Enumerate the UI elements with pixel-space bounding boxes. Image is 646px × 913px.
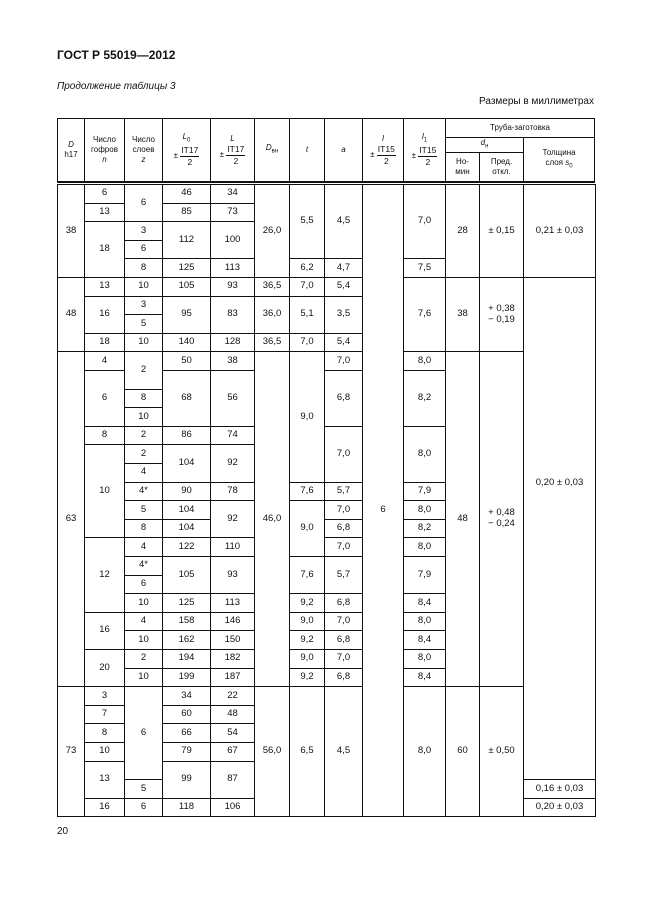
table-cell-l0: 125	[162, 258, 211, 278]
table-cell-l1: 8,0	[403, 649, 446, 669]
table-cell-l: 74	[210, 426, 255, 446]
table-cell-z: 2	[124, 426, 163, 446]
table-cell-l0: 118	[162, 798, 211, 817]
table-cell-z: 5	[124, 779, 163, 799]
table-cell-t: 9,0	[289, 612, 325, 632]
table-cell-a: 4,5	[324, 686, 363, 817]
header-thickness	[523, 137, 595, 182]
table-cell-l1: 8,2	[403, 370, 446, 427]
table-cell-z: 4*	[124, 556, 163, 576]
table-cell-z: 3	[124, 296, 163, 316]
table-cell-l: 48	[210, 705, 255, 725]
table-continuation-caption: Продолжение таблицы 3	[57, 81, 176, 92]
table-cell-l1: 8,4	[403, 593, 446, 613]
table-cell-l1: 7,6	[403, 277, 446, 352]
table-cell-l0: 104	[162, 519, 211, 539]
table-cell-l: 146	[210, 612, 255, 632]
header-Dvn-symbol: $D_{вн}$	[265, 143, 279, 156]
header-Dvn	[254, 118, 290, 182]
table-cell-l0: 86	[162, 426, 211, 446]
table-cell-l0: 50	[162, 351, 211, 371]
table-cell-l: 6	[362, 184, 404, 817]
table-cell-dvn: 36,0	[254, 296, 290, 334]
table-cell-t: 9,0	[289, 649, 325, 669]
header-pipe-blank: Труба-заготовка	[445, 118, 595, 138]
header-l1-tolerance: ± $\frac{IT15}{2}$	[411, 145, 437, 168]
table-cell-z: 6	[124, 184, 163, 222]
table-cell-l: 92	[210, 500, 255, 538]
table-cell-l1: 7,5	[403, 258, 446, 278]
table-cell-nom: 38	[445, 277, 480, 352]
table-cell-a: 7,0	[324, 351, 363, 371]
table-cell-n: 10	[84, 444, 125, 538]
table-cell-l: 87	[210, 761, 255, 799]
table-cell-z: 6	[124, 798, 163, 817]
table-cell-pred: + 0,38 − 0,19	[479, 277, 524, 352]
table-cell-dvn: 26,0	[254, 184, 290, 278]
table-cell-l0: 60	[162, 705, 211, 725]
table-cell-l1: 8,0	[403, 500, 446, 520]
table-cell-l: 34	[210, 184, 255, 204]
table-cell-l: 67	[210, 742, 255, 762]
table-cell-l: 128	[210, 333, 255, 353]
table-cell-z: 6	[124, 575, 163, 595]
table-cell-l1: 8,4	[403, 668, 446, 688]
document-title: ГОСТ Р 55019—2012	[57, 48, 176, 62]
table-cell-n: 20	[84, 649, 125, 687]
header-z-label: Число слоев	[131, 135, 155, 154]
table-cell-t: 9,2	[289, 593, 325, 613]
table-cell-dvn: 56,0	[254, 686, 290, 817]
header-dn: $d_н$	[445, 137, 524, 153]
header-z	[124, 118, 163, 182]
table-cell-z: 2	[124, 444, 163, 464]
table-cell-z: 8	[124, 519, 163, 539]
table-cell-l0: 199	[162, 668, 211, 688]
table-cell-l1: 8,0	[403, 426, 446, 483]
table-cell-z: 8	[124, 258, 163, 278]
table-cell-n: 16	[84, 612, 125, 650]
header-thickness-text: Толщина слоя $s_0$	[542, 147, 576, 170]
header-l1	[403, 118, 446, 182]
table-cell-l0: 90	[162, 482, 211, 502]
table-cell-a: 3,5	[324, 296, 363, 334]
table-cell-z: 3	[124, 221, 163, 241]
header-n-label: Число гофров	[91, 135, 118, 154]
table-cell-a: 6,8	[324, 593, 363, 613]
table-cell-a: 7,0	[324, 426, 363, 483]
table-cell-l0: 79	[162, 742, 211, 762]
header-D	[57, 118, 85, 182]
table-cell-t: 7,6	[289, 556, 325, 594]
table-cell-t: 7,0	[289, 277, 325, 297]
table-cell-l1: 7,0	[403, 184, 446, 259]
table-cell-d: 73	[57, 686, 85, 817]
table-cell-n: 3	[84, 686, 125, 706]
table-cell-z: 10	[124, 407, 163, 427]
table-cell-nom: 60	[445, 686, 480, 817]
units-note: Размеры в миллиметрах	[479, 96, 594, 107]
table-cell-l: 100	[210, 221, 255, 259]
table-cell-z: 4	[124, 612, 163, 632]
table-cell-pred: ± 0,15	[479, 184, 524, 278]
table-cell-l: 54	[210, 723, 255, 743]
table-cell-n: 10	[84, 742, 125, 762]
table-cell-l0: 105	[162, 556, 211, 594]
table-cell-n: 13	[84, 761, 125, 799]
table-cell-z: 10	[124, 668, 163, 688]
table-cell-n: 12	[84, 537, 125, 612]
table-cell-l: 93	[210, 556, 255, 594]
table-cell-z: 10	[124, 333, 163, 353]
header-l1-symbol: $l_1$	[421, 132, 428, 144]
table-cell-l1: 7,9	[403, 556, 446, 594]
header-l-tolerance: ± $\frac{IT15}{2}$	[370, 143, 395, 166]
table-cell-n: 18	[84, 221, 125, 278]
header-a-symbol: a	[341, 145, 346, 154]
header-L0	[162, 118, 211, 182]
table-cell-l0: 158	[162, 612, 211, 632]
header-D-tolerance: h17	[64, 150, 78, 159]
table-cell-t: 6,5	[289, 686, 325, 817]
header-t	[289, 118, 325, 182]
table-cell-l0: 66	[162, 723, 211, 743]
table-cell-a: 7,0	[324, 537, 363, 557]
header-t-symbol: t	[305, 145, 309, 154]
table-cell-l0: 104	[162, 444, 211, 482]
table-cell-pred: ± 0,50	[479, 686, 524, 817]
table-cell-l: 113	[210, 593, 255, 613]
header-z-symbol: z	[141, 155, 146, 164]
table-cell-a: 7,0	[324, 649, 363, 669]
table-cell-l: 182	[210, 649, 255, 669]
table-cell-l: 38	[210, 351, 255, 371]
table-cell-t: 7,6	[289, 482, 325, 502]
table-cell-l: 187	[210, 668, 255, 688]
table-cell-a: 5,4	[324, 277, 363, 297]
table-cell-z: 6	[124, 240, 163, 260]
table-cell-l0: 122	[162, 537, 211, 557]
table-cell-n: 8	[84, 723, 125, 743]
header-L-tolerance: ± $\frac{IT17}{2}$	[219, 143, 245, 166]
table-cell-a: 5,4	[324, 333, 363, 353]
table-cell-t: 6,2	[289, 258, 325, 278]
table-cell-a: 5,7	[324, 556, 363, 594]
header-nominal: Но- мин	[445, 152, 480, 182]
table-cell-z: 5	[124, 500, 163, 520]
table-cell-z: 10	[124, 277, 163, 297]
table-cell-l: 83	[210, 296, 255, 334]
table-cell-d: 38	[57, 184, 85, 278]
table-cell-l1: 8,4	[403, 630, 446, 650]
table-cell-nom: 28	[445, 184, 480, 278]
header-l	[362, 118, 404, 182]
table-cell-dvn: 36,5	[254, 333, 290, 353]
table-cell-z: 2	[124, 649, 163, 669]
header-l-symbol: l	[382, 133, 384, 143]
table-cell-a: 6,8	[324, 630, 363, 650]
table-cell-n: 4	[84, 351, 125, 371]
table-cell-t: 5,5	[289, 184, 325, 259]
table-cell-d: 63	[57, 351, 85, 687]
table-cell-l0: 162	[162, 630, 211, 650]
table-cell-t: 9,0	[289, 500, 325, 557]
table-cell-a: 6,8	[324, 668, 363, 688]
table-cell-nom: 48	[445, 351, 480, 687]
table-cell-n: 8	[84, 426, 125, 446]
header-n	[84, 118, 125, 182]
header-L	[210, 118, 255, 182]
table-cell-l: 106	[210, 798, 255, 817]
table-cell-l: 110	[210, 537, 255, 557]
table-cell-z: 4	[124, 463, 163, 483]
table-cell-l0: 194	[162, 649, 211, 669]
table-cell-thickness: 0,21 ± 0,03	[523, 184, 596, 278]
header-n-symbol: n	[102, 155, 107, 164]
table-cell-l: 56	[210, 370, 255, 427]
table-cell-l0: 85	[162, 203, 211, 223]
table-cell-l1: 8,0	[403, 351, 446, 371]
table-cell-t: 9,0	[289, 351, 325, 482]
header-D-symbol: D	[68, 140, 74, 149]
table-cell-l0: 140	[162, 333, 211, 353]
table-cell-l1: 7,9	[403, 482, 446, 502]
table-cell-n: 6	[84, 184, 125, 204]
table-cell-n: 13	[84, 203, 125, 223]
table-cell-dvn: 36,5	[254, 277, 290, 297]
table-cell-z: 10	[124, 593, 163, 613]
table-cell-l0: 125	[162, 593, 211, 613]
table-cell-a: 7,0	[324, 612, 363, 632]
table-cell-t: 9,2	[289, 630, 325, 650]
table-cell-l0: 95	[162, 296, 211, 334]
table-cell-z: 6	[124, 686, 163, 780]
header-L0-tolerance: ± $\frac{IT17}{2}$	[173, 145, 199, 168]
table-cell-a: 5,7	[324, 482, 363, 502]
header-L0-symbol: $L_0$	[182, 132, 191, 144]
table-cell-l: 73	[210, 203, 255, 223]
table-cell-dvn: 46,0	[254, 351, 290, 687]
table-cell-n: 16	[84, 798, 125, 817]
table-cell-n: 7	[84, 705, 125, 725]
table-cell-z: 10	[124, 630, 163, 650]
table-cell-l: 150	[210, 630, 255, 650]
table-cell-z: 4	[124, 537, 163, 557]
table-cell-l: 92	[210, 444, 255, 482]
table-cell-l: 93	[210, 277, 255, 297]
table-cell-thickness: 0,16 ± 0,03	[523, 779, 596, 799]
table-cell-l1: 8,2	[403, 519, 446, 539]
table-cell-l: 78	[210, 482, 255, 502]
table-cell-l0: 104	[162, 500, 211, 520]
table-cell-l0: 105	[162, 277, 211, 297]
table-cell-a: 6,8	[324, 370, 363, 427]
table-cell-thickness: 0,20 ± 0,03	[523, 798, 596, 817]
table-cell-pred: + 0,48 − 0,24	[479, 351, 524, 687]
table-cell-n: 16	[84, 296, 125, 334]
table-cell-l0: 68	[162, 370, 211, 427]
table-cell-thickness: 0,20 ± 0,03	[523, 277, 596, 780]
table-cell-z: 5	[124, 314, 163, 334]
table-cell-t: 9,2	[289, 668, 325, 688]
header-a	[324, 118, 363, 182]
table-cell-n: 13	[84, 277, 125, 297]
table-cell-a: 6,8	[324, 519, 363, 539]
table-cell-l0: 46	[162, 184, 211, 204]
table-cell-a: 4,5	[324, 184, 363, 259]
table-cell-a: 4,7	[324, 258, 363, 278]
table-cell-a: 7,0	[324, 500, 363, 520]
header-double-line	[57, 182, 595, 183]
table-cell-t: 7,0	[289, 333, 325, 353]
table-cell-l0: 34	[162, 686, 211, 706]
header-L-symbol: L	[230, 133, 235, 143]
table-cell-n: 18	[84, 333, 125, 353]
page-number: 20	[57, 826, 69, 837]
table-cell-l0: 99	[162, 761, 211, 799]
table-cell-z: 2	[124, 351, 163, 389]
table-cell-l1: 8,0	[403, 686, 446, 817]
table-cell-z: 4*	[124, 482, 163, 502]
table-cell-l0: 112	[162, 221, 211, 259]
table-cell-l: 113	[210, 258, 255, 278]
table-cell-d: 48	[57, 277, 85, 352]
table-cell-n: 6	[84, 370, 125, 427]
table-cell-t: 5,1	[289, 296, 325, 334]
table-cell-z: 8	[124, 389, 163, 409]
table-cell-l1: 8,0	[403, 612, 446, 632]
table-cell-l: 22	[210, 686, 255, 706]
table-cell-l1: 8,0	[403, 537, 446, 557]
header-deviation: Пред. откл.	[479, 152, 524, 182]
